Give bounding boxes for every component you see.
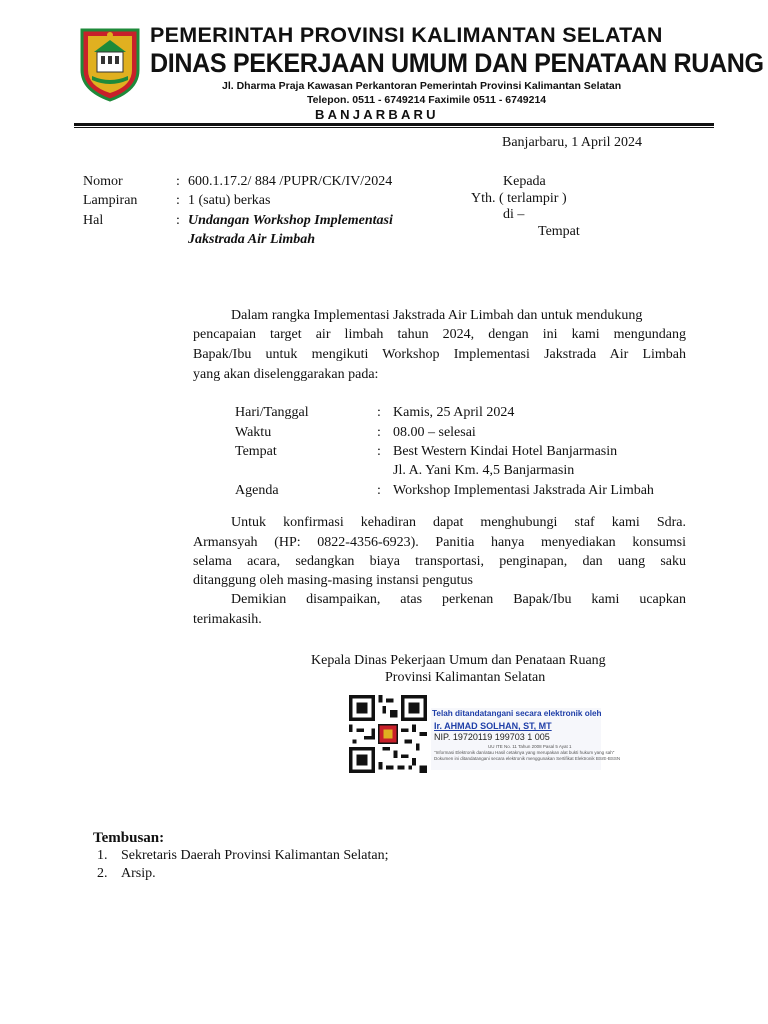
- e-signature-fine-3: Dokumen ini ditandatangani secara elektronik menggunakan Sertifikat Elektronik BSrE-BSSN: [434, 756, 621, 761]
- detail-agenda-value: Workshop Implementasi Jakstrada Air Limbah: [393, 483, 654, 498]
- detail-agenda-colon: :: [377, 483, 381, 498]
- body-p1-line-1: Dalam rangka Implementasi Jakstrada Air Limbah dan untuk mendukung: [231, 308, 643, 323]
- body-p2-line-2: Armansyah (HP: 0822-4356-6923). Panitia hanya menyediakan konsumsi: [193, 535, 686, 550]
- detail-hari-value: Kamis, 25 April 2024: [393, 405, 515, 420]
- hal-colon: :: [176, 213, 180, 228]
- detail-tempat-colon: :: [377, 444, 381, 459]
- nomor-value: 600.1.17.2/ 884 /PUPR/CK/IV/2024: [188, 174, 393, 189]
- body-p1-line-4: yang akan diselenggarakan pada:: [193, 367, 379, 382]
- provincial-emblem-logo: [78, 26, 142, 102]
- recipient-kepada: Kepada: [503, 174, 546, 189]
- detail-hari-colon: :: [377, 405, 381, 420]
- detail-waktu-label: Waktu: [235, 425, 272, 440]
- letterhead-rule-thin: [74, 127, 714, 128]
- detail-tempat-value-1: Best Western Kindai Hotel Banjarmasin: [393, 444, 618, 459]
- e-signature-fine-2: "Informasi Elektronik dan/atau Hasil cetaknya yang merupakan alat bukti hukum yang sah": [434, 750, 615, 755]
- recipient-tempat: Tempat: [538, 224, 580, 239]
- signatory-title-1: Kepala Dinas Pekerjaan Umum dan Penataan Ruang: [311, 653, 606, 668]
- letterhead-city: BANJARBARU: [315, 107, 439, 122]
- detail-tempat-label: Tempat: [235, 444, 277, 459]
- letter-date: Banjarbaru, 1 April 2024: [502, 135, 642, 150]
- e-signature-note: Telah ditandatangani secara elektronik oleh: [432, 709, 602, 718]
- e-signature-fine-1: UU ITE No. 11 Tahun 2008 Pasal 5 Ayat 1: [488, 744, 572, 749]
- signatory-nip: NIP. 19720119 199703 1 005: [434, 732, 550, 742]
- body-p2-line-1: Untuk konfirmasi kehadiran dapat menghubungi staf kami Sdra.: [231, 515, 686, 530]
- nomor-colon: :: [176, 174, 180, 189]
- lampiran-label: Lampiran: [83, 193, 138, 208]
- cc-item-2-text: Arsip.: [121, 866, 156, 881]
- letterhead-rule-thick: [74, 123, 714, 126]
- detail-agenda-label: Agenda: [235, 483, 279, 498]
- letterhead-phone: Telepon. 0511 - 6749214 Faximile 0511 - 6749214: [307, 94, 547, 106]
- recipient-di: di –: [503, 207, 525, 222]
- signatory-name: Ir. AHMAD SOLHAN, ST, MT: [434, 721, 552, 731]
- recipient-yth: Yth. ( terlampir ): [471, 191, 567, 206]
- signatory-title-2: Provinsi Kalimantan Selatan: [385, 670, 546, 685]
- letterhead-department: DINAS PEKERJAAN UMUM DAN PENATAAN RUANG: [150, 48, 764, 78]
- lampiran-value: 1 (satu) berkas: [188, 193, 271, 208]
- detail-waktu-colon: :: [377, 425, 381, 440]
- lampiran-colon: :: [176, 193, 180, 208]
- cc-item-1-number: 1.: [97, 848, 108, 863]
- nomor-label: Nomor: [83, 174, 123, 189]
- detail-hari-label: Hari/Tanggal: [235, 405, 309, 420]
- hal-value-line-1: Undangan Workshop Implementasi: [188, 213, 393, 228]
- body-p3-line-2: terimakasih.: [193, 612, 262, 627]
- letterhead-address: Jl. Dharma Praja Kawasan Perkantoran Pemerintah Provinsi Kalimantan Selatan: [222, 80, 622, 92]
- cc-heading: Tembusan:: [93, 830, 165, 846]
- body-p3-line-1: Demikian disampaikan, atas perkenan Bapak/Ibu kami ucapkan: [231, 592, 686, 607]
- body-p1-line-3: Bapak/Ibu untuk mengikuti Workshop Implementasi Jakstrada Air Limbah: [193, 347, 686, 362]
- detail-tempat-value-2: Jl. A. Yani Km. 4,5 Banjarmasin: [393, 463, 575, 478]
- body-p1-line-2: pencapaian target air limbah tahun 2024, dengan ini kami mengundang: [193, 327, 686, 342]
- letterhead-government: PEMERINTAH PROVINSI KALIMANTAN SELATAN: [150, 23, 663, 47]
- hal-value-line-2: Jakstrada Air Limbah: [188, 232, 316, 247]
- detail-waktu-value: 08.00 – selesai: [393, 425, 476, 440]
- cc-item-2-number: 2.: [97, 866, 108, 881]
- body-p2-line-4: ditanggung oleh masing-masing instansi pengutus: [193, 573, 473, 588]
- qr-code-icon: [347, 695, 429, 773]
- body-p2-line-3: selama acara, sedangkan biaya transportasi, penginapan, dan uang saku: [193, 554, 686, 569]
- cc-item-1-text: Sekretaris Daerah Provinsi Kalimantan Selatan;: [121, 848, 389, 863]
- hal-label: Hal: [83, 213, 104, 228]
